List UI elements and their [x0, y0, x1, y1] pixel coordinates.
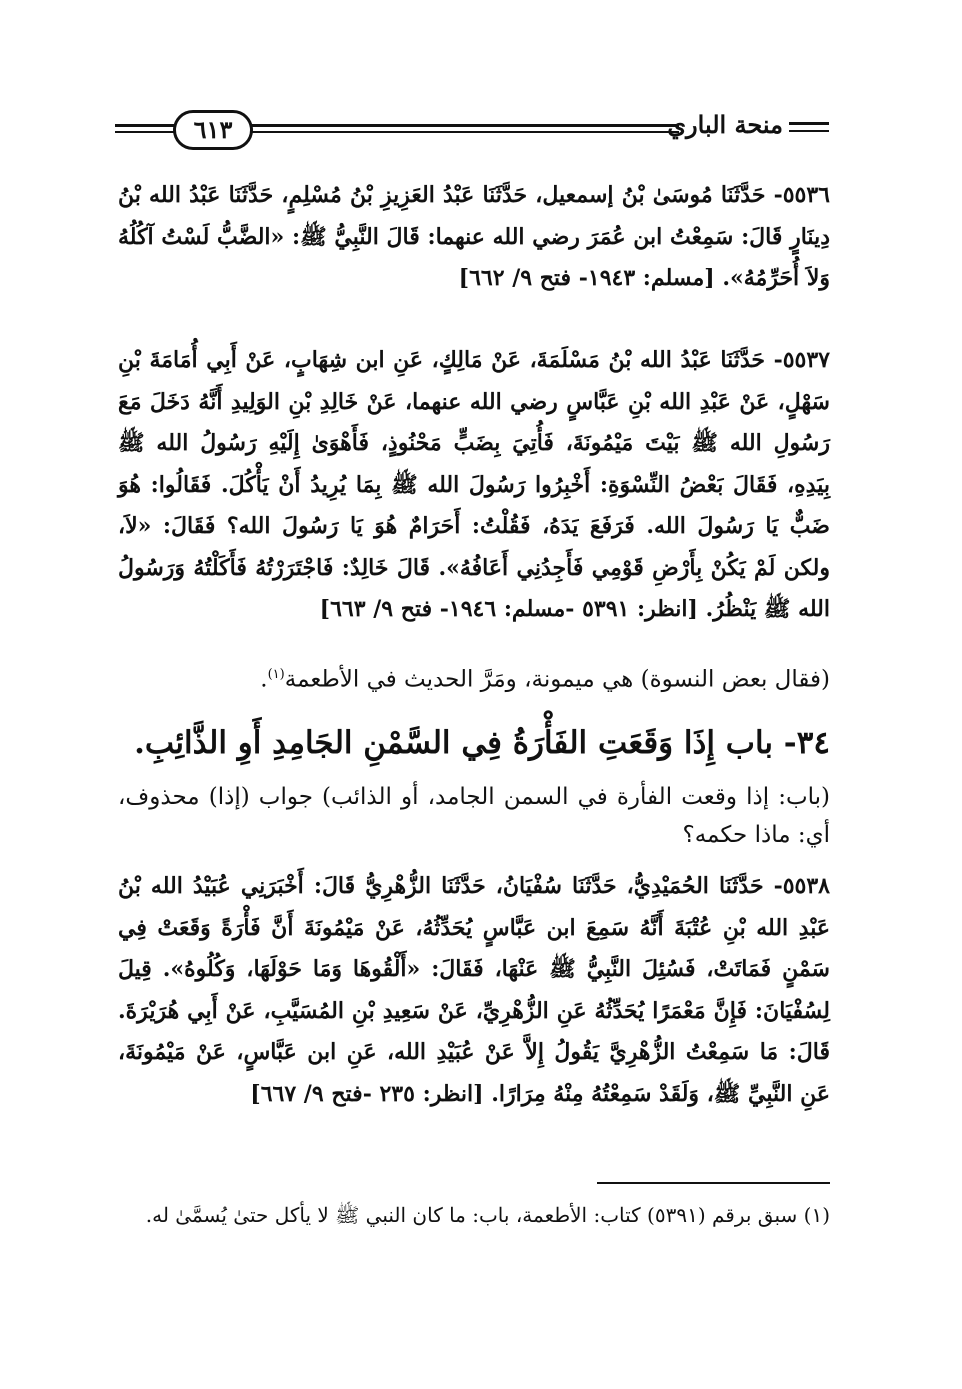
footnote-marker[interactable]: (١)	[267, 667, 285, 682]
commentary-1	[118, 656, 830, 699]
commentary-1-end: .	[260, 666, 268, 693]
page-number: ٦١٣	[173, 110, 253, 150]
header-rule-middle	[245, 124, 679, 127]
commentary-1-text: (فقال بعض النسوة) هي ميمونة، ومَرَّ الحديث في الأطعمة	[284, 666, 830, 693]
book-title: منحة الباري	[667, 110, 783, 139]
hadith-5537: ٥٥٣٧- حَدَّثَنَا عَبْدُ الله بْنُ مَسْلَمَةَ، عَنْ مَالِكٍ، عَنِ ابن شِهَابٍ، عَنْ أَبِي أُمَامَةَ بْنِ سَهْلٍ، عَنْ عَبْدِ الله بْنِ عَبَّاسٍ رضي الله عنهما، عَنْ خَالِدِ بْنِ الوَلِيدِ أَنَّهُ دَخَلَ مَعَ رَسُولِ الله ﷺ بَيْتَ مَيْمُونَةَ، فَأُتِيَ بِضَبٍّ مَحْنُوذٍ، فَأَهْوَىٰ إِلَيْهِ رَسُولُ الله ﷺ بِيَدِهِ، فَقَالَ بَعْضُ النِّسْوَةِ: أَخْبِرُوا رَسُولَ الله ﷺ بِمَا يُرِيدُ أَنْ يَأْكُلَ. فَقَالُوا: هُوَ ضَبٌّ يَا رَسُولَ الله. فَرَفَعَ يَدَهُ، فَقُلْتُ: أَحَرَامٌ هُوَ يَا رَسُولَ الله؟ فَقَالَ: «لاَ، ولكن لَمْ يَكُنْ بِأَرْضِ قَوْمِي فَأَجِدُنِي أَعَافُهُ». قَالَ خَالِدٌ: فَاجْتَرَرْتُهُ فَأَكَلْتُهُ وَرَسُولُ الله ﷺ يَنْظُرُ. [انظر: ٥٣٩١ -مسلم: ١٩٤٦- فتح ٩/ ٦٦٣]	[118, 347, 830, 622]
footnote-1: (١) سبق برقم (٥٣٩١) كتاب: الأطعمة، باب: ما كان النبي ﷺ لا يأكل حتىٰ يُسمَّىٰ له.	[145, 1203, 830, 1227]
header-rule-left-thin	[115, 131, 175, 133]
hadith-5538: ٥٥٣٨- حَدَّثَنَا الحُمَيْدِيُّ، حَدَّثَنَا سُفْيَانُ، حَدَّثَنَا الزُّهْرِيُّ قَالَ: أَخْبَرَنِي عُبَيْدُ الله بْنُ عَبْدِ الله بْنِ عُتْبَةَ أَنَّهُ سَمِعَ ابن عَبَّاسٍ يُحَدِّثُهُ، عَنْ مَيْمُونَةَ أَنَّ فَأْرَةً وَقَعَتْ فِي سَمْنٍ فَمَاتَتْ، فَسُئِلَ النَّبِيُّ ﷺ عَنْهَا، فَقَالَ: «أَلْقُوهَا وَمَا حَوْلَهَا، وَكُلُوهُ». قِيلَ لِسُفْيَانَ: فَإِنَّ مَعْمَرًا يُحَدِّثُهُ عَنِ الزُّهْرِيِّ، عَنْ سَعِيدِ بْنِ المُسَيَّبِ، عَنْ أَبِي هُرَيْرَةَ. قَالَ: مَا سَمِعْتُ الزُّهْرِيَّ يَقُولُ إِلاَّ عَنْ عُبَيْدِ الله، عَنِ ابن عَبَّاسٍ، عَنْ مَيْمُونَةَ، عَنِ النَّبِيِّ ﷺ، وَلَقَدْ سَمِعْتُهُ مِنْهُ مِرَارًا. [انظر: ٢٣٥ -فتح ٩/ ٦٦٧]	[118, 873, 830, 1107]
commentary-2: (باب: إذا وقعت الفأرة في السمن الجامد، أو الذائب) جواب (إذا) محذوف، أي: ماذا حكمه؟	[118, 784, 830, 848]
header-rule-right-thin	[789, 130, 829, 132]
header-rule-right	[789, 122, 829, 125]
hadith-5536: ٥٥٣٦- حَدَّثَنَا مُوسَىٰ بْنُ إسمعيل، حَدَّثَنَا عَبْدُ العَزِيزِ بْنُ مُسْلِمٍ، حَدَّثَنَا عَبْدُ الله بْنُ دِينَارٍ قَالَ: سَمِعْتُ ابن عُمَرَ رضي الله عنهما: قَالَ النَّبِيُّ ﷺ: «الضَّبُّ لَسْتُ آكُلُهُ وَلاَ أُحَرِّمُهُ». [مسلم: ١٩٤٣- فتح ٩/ ٦٦٢]	[118, 182, 830, 291]
header-rule-left	[115, 124, 175, 127]
chapter-title: ٣٤- باب إِذَا وَقَعَتِ الفَأْرَةُ فِي السَّمْنِ الجَامِدِ أَوِ الذَّائِبِ.	[134, 725, 830, 761]
page-header	[115, 104, 829, 154]
footnote-divider	[597, 1182, 830, 1184]
header-rule-middle-thin	[245, 131, 679, 133]
